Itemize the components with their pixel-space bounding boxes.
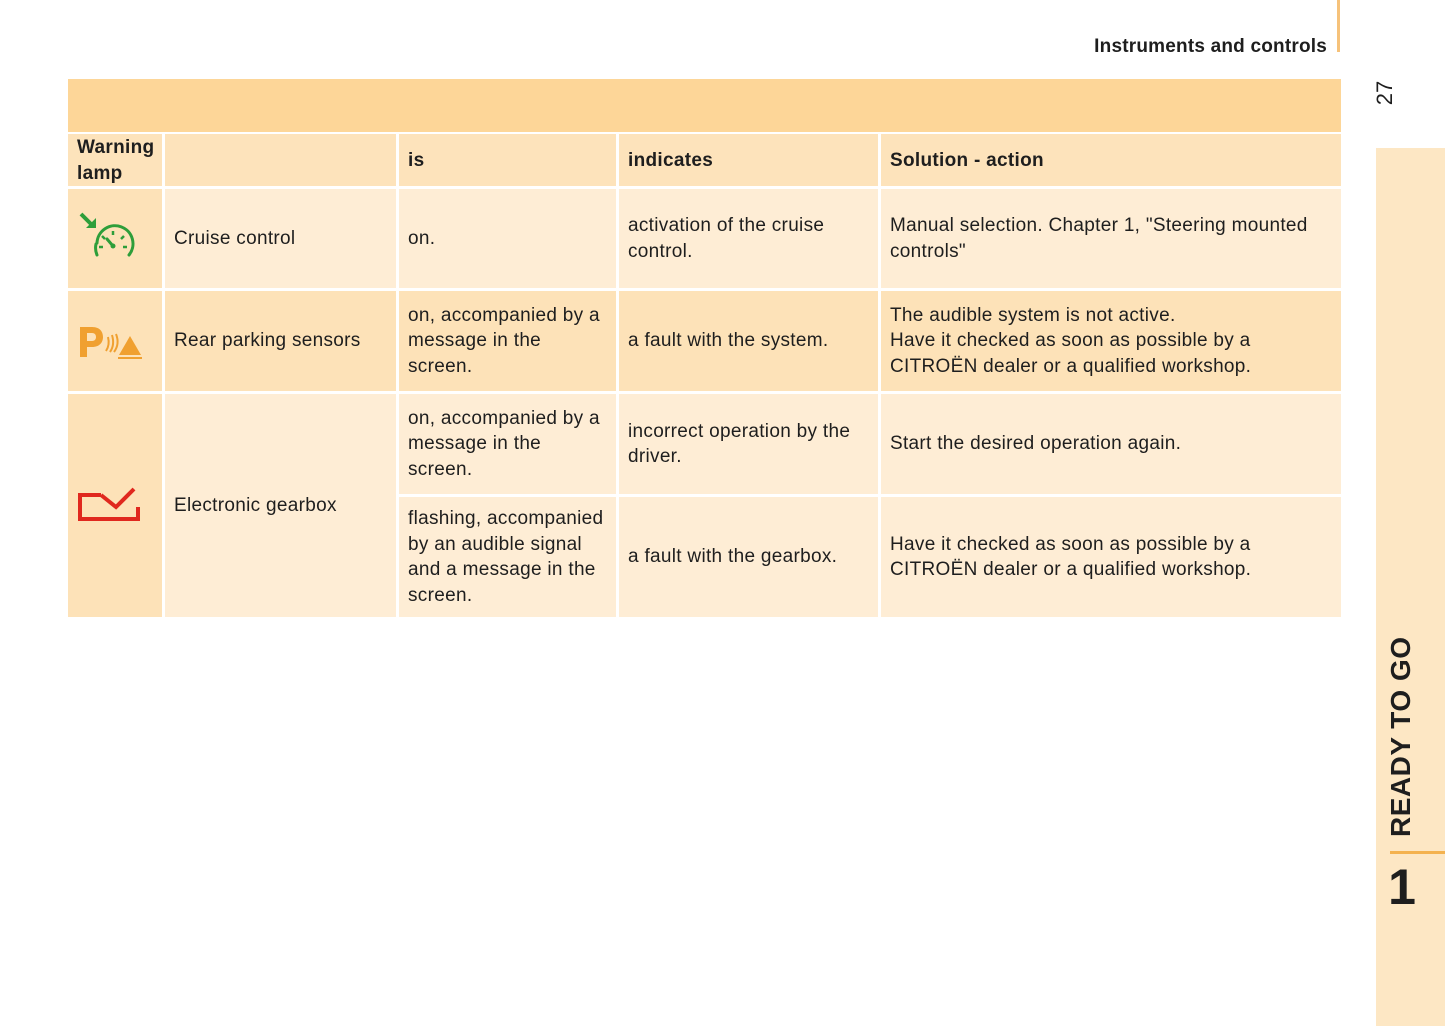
lamp-meaning: a fault with the system.: [619, 291, 881, 394]
column-header-warning-lamp: Warning lamp: [68, 134, 165, 189]
lamp-solution: [881, 291, 1341, 394]
page-number: 27: [1372, 80, 1397, 106]
table-banner: [68, 79, 1341, 132]
lamp-solution: Start the desired operation again.: [881, 394, 1341, 497]
table-row: [68, 394, 1341, 497]
lamp-name: Cruise control: [165, 189, 399, 291]
lamp-cell: [68, 189, 165, 291]
lamp-solution: Have it checked as soon as possible by a CITROËN dealer or a qualified workshop.: [881, 497, 1341, 620]
lamp-meaning: incorrect operation by the driver.: [619, 394, 881, 497]
column-header-indicates: indicates: [619, 134, 881, 189]
column-header-is: is: [399, 134, 619, 189]
solution-line: Have it checked as soon as possible by a CITROËN dealer or a qualified workshop.: [890, 330, 1252, 377]
parking-sensor-icon: [77, 321, 143, 361]
lamp-cell: [68, 394, 165, 620]
column-header-solution: Solution - action: [881, 134, 1341, 189]
table-row: [68, 291, 1341, 394]
lamp-name: Rear parking sensors: [165, 291, 399, 394]
solution-line: The audible system is not active.: [890, 304, 1176, 326]
lamp-cell: [68, 291, 165, 394]
header-divider: [1337, 0, 1340, 52]
chapter-label: READY TO GO: [1385, 636, 1416, 837]
lamp-meaning: a fault with the gearbox.: [619, 497, 881, 620]
table-header-row: [68, 134, 1341, 189]
chapter-number: 1: [1388, 859, 1416, 915]
gearbox-icon: [77, 486, 141, 526]
warning-lamp-table: [68, 134, 1341, 620]
lamp-status: on.: [399, 189, 619, 291]
lamp-status: on, accompanied by a message in the screen.: [399, 394, 619, 497]
lamp-status: flashing, accompanied by an audible signal and a message in the screen.: [399, 497, 619, 620]
lamp-status: on, accompanied by a message in the screen.: [399, 291, 619, 394]
lamp-meaning: activation of the cruise control.: [619, 189, 881, 291]
chapter-divider: [1390, 851, 1445, 854]
page-header-title: Instruments and controls: [1094, 36, 1327, 57]
column-header-name: [165, 134, 399, 189]
lamp-solution: Manual selection. Chapter 1, "Steering mounted controls": [881, 189, 1341, 291]
cruise-control-icon: [77, 211, 137, 267]
lamp-name: Electronic gearbox: [165, 394, 399, 620]
table-row: [68, 189, 1341, 291]
